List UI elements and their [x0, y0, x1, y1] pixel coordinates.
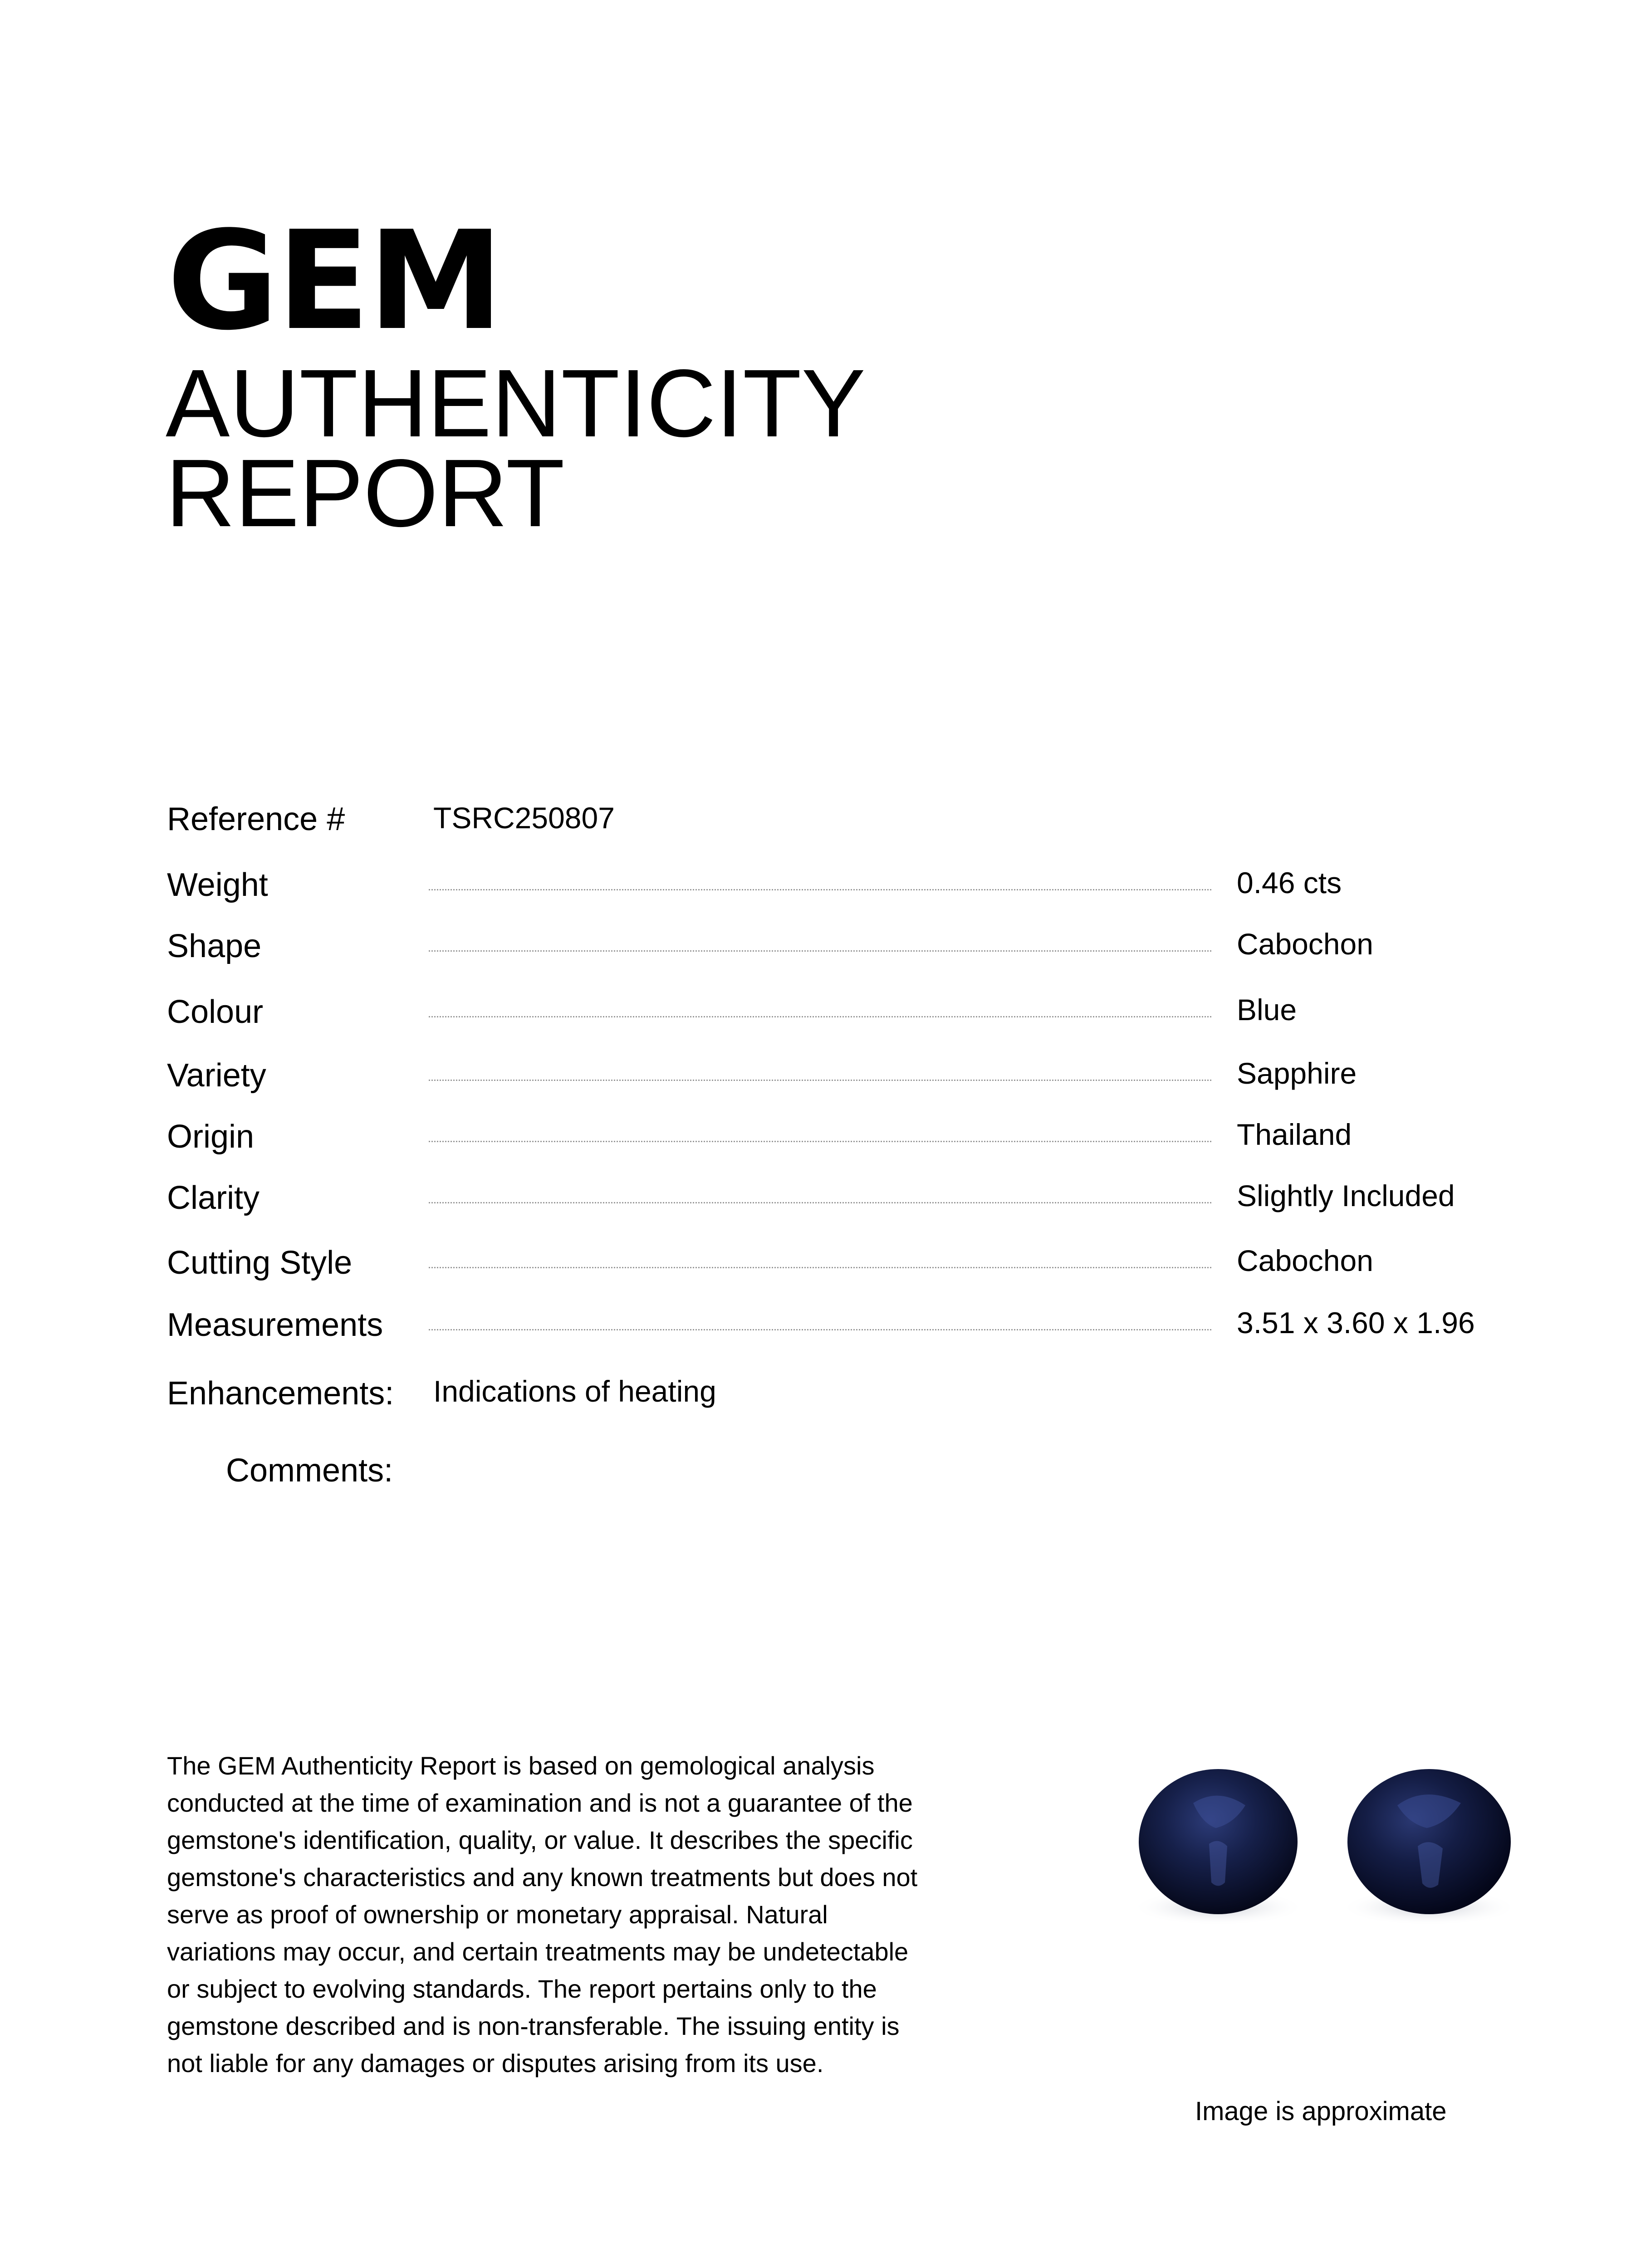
- report-subtitle: [166, 349, 866, 547]
- spec-row-weight: [167, 866, 1528, 909]
- spec-value: 3.51 x 3.60 x 1.96: [1237, 1306, 1475, 1339]
- disclaimer-line: gemstone's characteristics and any known treatments but does not: [167, 1863, 918, 1892]
- spec-row-measurements: [167, 1306, 1528, 1349]
- spec-value: Cabochon: [1237, 1244, 1373, 1277]
- spec-row-colour: [167, 993, 1528, 1036]
- disclaimer-line: not liable for any damages or disputes arising from its use.: [167, 2049, 824, 2077]
- disclaimer-line: The GEM Authenticity Report is based on gemological analysis: [167, 1751, 875, 1780]
- spec-row-variety: [167, 1056, 1528, 1100]
- sapphire-cabochon-right: [1347, 1769, 1511, 1914]
- dotted-leader: [429, 1329, 1211, 1330]
- dotted-leader: [429, 950, 1211, 952]
- dotted-leader: [429, 889, 1211, 890]
- disclaimer-line: or subject to evolving standards. The report pertains only to the: [167, 1975, 877, 2003]
- spec-row-clarity: [167, 1179, 1528, 1222]
- gem-highlight: [1209, 1841, 1227, 1886]
- subtitle-line: REPORT: [166, 439, 565, 547]
- enhancements-label: Enhancements:: [167, 1375, 394, 1412]
- spec-row-origin: [167, 1120, 1528, 1161]
- dotted-leader: [429, 1080, 1211, 1081]
- spec-value: 0.46 cts: [1237, 866, 1342, 899]
- spec-label: Measurements: [167, 1307, 383, 1343]
- spec-label: Cutting Style: [167, 1245, 353, 1281]
- subtitle-line: AUTHENTICITY: [166, 349, 866, 457]
- spec-value: Sapphire: [1237, 1056, 1357, 1090]
- disclaimer-line: conducted at the time of examination and is not a guarantee of the: [167, 1789, 913, 1817]
- reference-label: Reference #: [167, 801, 345, 837]
- spec-label: Variety: [167, 1057, 266, 1094]
- dotted-leader: [429, 1141, 1211, 1142]
- spec-value: Slightly Included: [1237, 1179, 1455, 1212]
- comments-label: Comments:: [226, 1452, 393, 1489]
- disclaimer-line: gemstone described and is non-transferable. The issuing entity is: [167, 2012, 900, 2040]
- disclaimer-line: variations may occur, and certain treatments may be undetectable: [167, 1937, 909, 1966]
- report-brand-title: GEM: [167, 202, 502, 360]
- spec-label: Origin: [167, 1119, 255, 1155]
- gemstone-photo: [1125, 1760, 1533, 1950]
- image-caption: Image is approximate: [1195, 2097, 1447, 2126]
- spec-label: Weight: [167, 867, 268, 903]
- enhancements-value: Indications of heating: [433, 1374, 716, 1408]
- dotted-leader: [429, 1202, 1211, 1203]
- spec-label: Shape: [167, 928, 262, 964]
- spec-label: Clarity: [167, 1180, 260, 1216]
- spec-row-cutting-style: [167, 1246, 1528, 1287]
- spec-label: Colour: [167, 994, 264, 1030]
- disclaimer-line: gemstone's identification, quality, or value. It describes the specific: [167, 1826, 913, 1854]
- dotted-leader: [429, 1016, 1211, 1017]
- disclaimer-text: [167, 1747, 1006, 2082]
- spec-value: Cabochon: [1237, 927, 1373, 961]
- spec-value: Blue: [1237, 993, 1297, 1026]
- reference-value: TSRC250807: [433, 801, 615, 835]
- disclaimer-line: serve as proof of ownership or monetary appraisal. Natural: [167, 1900, 828, 1929]
- spec-row-shape: [167, 927, 1528, 971]
- dotted-leader: [429, 1267, 1211, 1268]
- spec-value: Thailand: [1237, 1118, 1352, 1151]
